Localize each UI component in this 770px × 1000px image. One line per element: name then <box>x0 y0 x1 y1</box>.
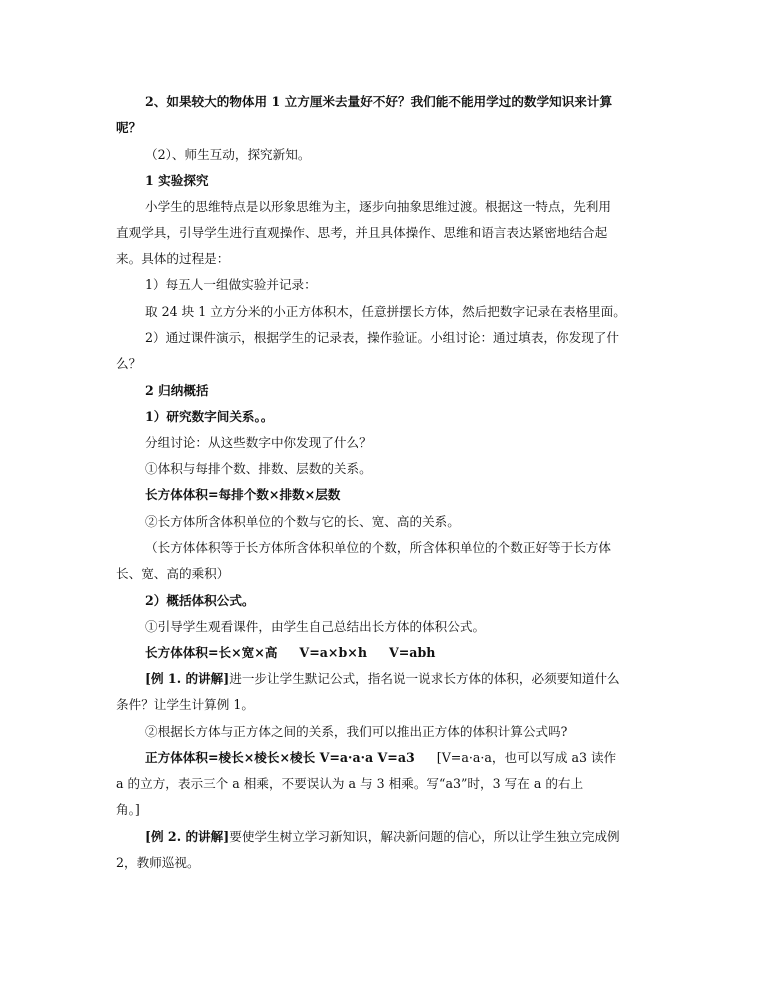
cuboid-formula-line <box>145 640 661 666</box>
summary-step-2: 2）概括体积公式。 <box>145 593 255 608</box>
explanation-line: （长方体体积等于长方体所含体积单位的个数，所含体积单位的个数正好等于长方体 <box>145 540 611 555</box>
example-1-label: [例 1. 的讲解] <box>145 671 230 686</box>
cube-question-line: ②根据长方体与正方体之间的关系，我们可以推出正方体的体积计算公式吗? <box>145 724 568 739</box>
example-2-line-continued: 2，教师巡视。 <box>116 855 200 870</box>
formula-volume-by-count: 长方体体积=每排个数×排数×层数 <box>145 487 341 502</box>
step-1-detail-line: 取 24 块 1 立方分米的小正方体积木，任意拼摆长方体，然后把数字记录在表格里面。 <box>145 304 626 319</box>
example-1-text: 进一步让学生默记公式，指名说一说求长方体的体积，必须要知道什么 <box>229 671 620 686</box>
cuboid-formula-text: 长方体体积=长×宽×高 <box>145 645 278 660</box>
question-paragraph-line-2: 呢？ <box>116 120 142 135</box>
cube-formula-note-continued: a 的立方，表示三个 a 相乘，不要误认为 a 与 3 相乘。写“a3”时，3 写在 a 的右上 <box>116 776 584 791</box>
example-2-line <box>145 824 661 850</box>
example-2-text: 要使学生树立学习新知识，解决新问题的信心，所以让学生独立完成例 <box>229 829 620 844</box>
step-2-line-continued: 么？ <box>116 356 142 371</box>
step-1-line: 1）每五人一组做实验并记录： <box>145 277 317 292</box>
relation-item-2: ②长方体所含体积单位的个数与它的长、宽、高的关系。 <box>145 514 460 529</box>
discussion-line: 分组讨论：从这些数字中你发现了什么？ <box>145 435 372 450</box>
summary-step-1: 1）研究数字间关系。。 <box>145 409 274 424</box>
cube-formula-note-end: 角。] <box>116 802 140 817</box>
explanation-line-continued: 长、宽、高的乘积） <box>116 566 230 581</box>
cuboid-formula-short: V=abh <box>388 645 436 660</box>
cube-formula-line <box>145 745 661 771</box>
example-2-label: [例 2. 的讲解] <box>145 829 230 844</box>
body-paragraph-line: 小学生的思维特点是以形象思维为主，逐步向抽象思维过渡。根据这一特点，先利用 <box>145 199 611 214</box>
question-paragraph-line-1: 2、如果较大的物体用 1 立方厘米去量好不好？我们能不能用学过的数学知识来计算 <box>145 94 613 109</box>
cuboid-formula-symbolic: V=a×b×h <box>299 645 367 660</box>
cube-formula-note: [V=a·a·a，也可以写成 a3 读作 <box>436 750 617 765</box>
example-1-line-continued: 条件？让学生计算例 1。 <box>116 697 254 712</box>
subheading-experiment: 1 实验探究 <box>145 173 209 188</box>
body-paragraph-line: 来。具体的过程是： <box>116 251 230 266</box>
body-paragraph-line: 直观学具，引导学生进行直观操作、思考，并且具体操作、思维和语言表达紧密地结合起 <box>116 225 608 240</box>
section-heading-interaction: （2）、师生互动，探究新知。 <box>145 147 311 162</box>
step-2-line: 2）通过课件演示，根据学生的记录表，操作验证。小组讨论：通过填表，你发现了什 <box>145 330 619 345</box>
subheading-summary: 2 归纳概括 <box>145 383 209 398</box>
example-1-line <box>145 666 661 692</box>
cube-formula: 正方体体积=棱长×棱长×棱长 V=a·a·a V=a3 <box>145 750 415 765</box>
guide-line: ①引导学生观看课件，由学生自己总结出长方体的体积公式。 <box>145 619 486 634</box>
relation-item-1: ①体积与每排个数、排数、层数的关系。 <box>145 461 372 476</box>
